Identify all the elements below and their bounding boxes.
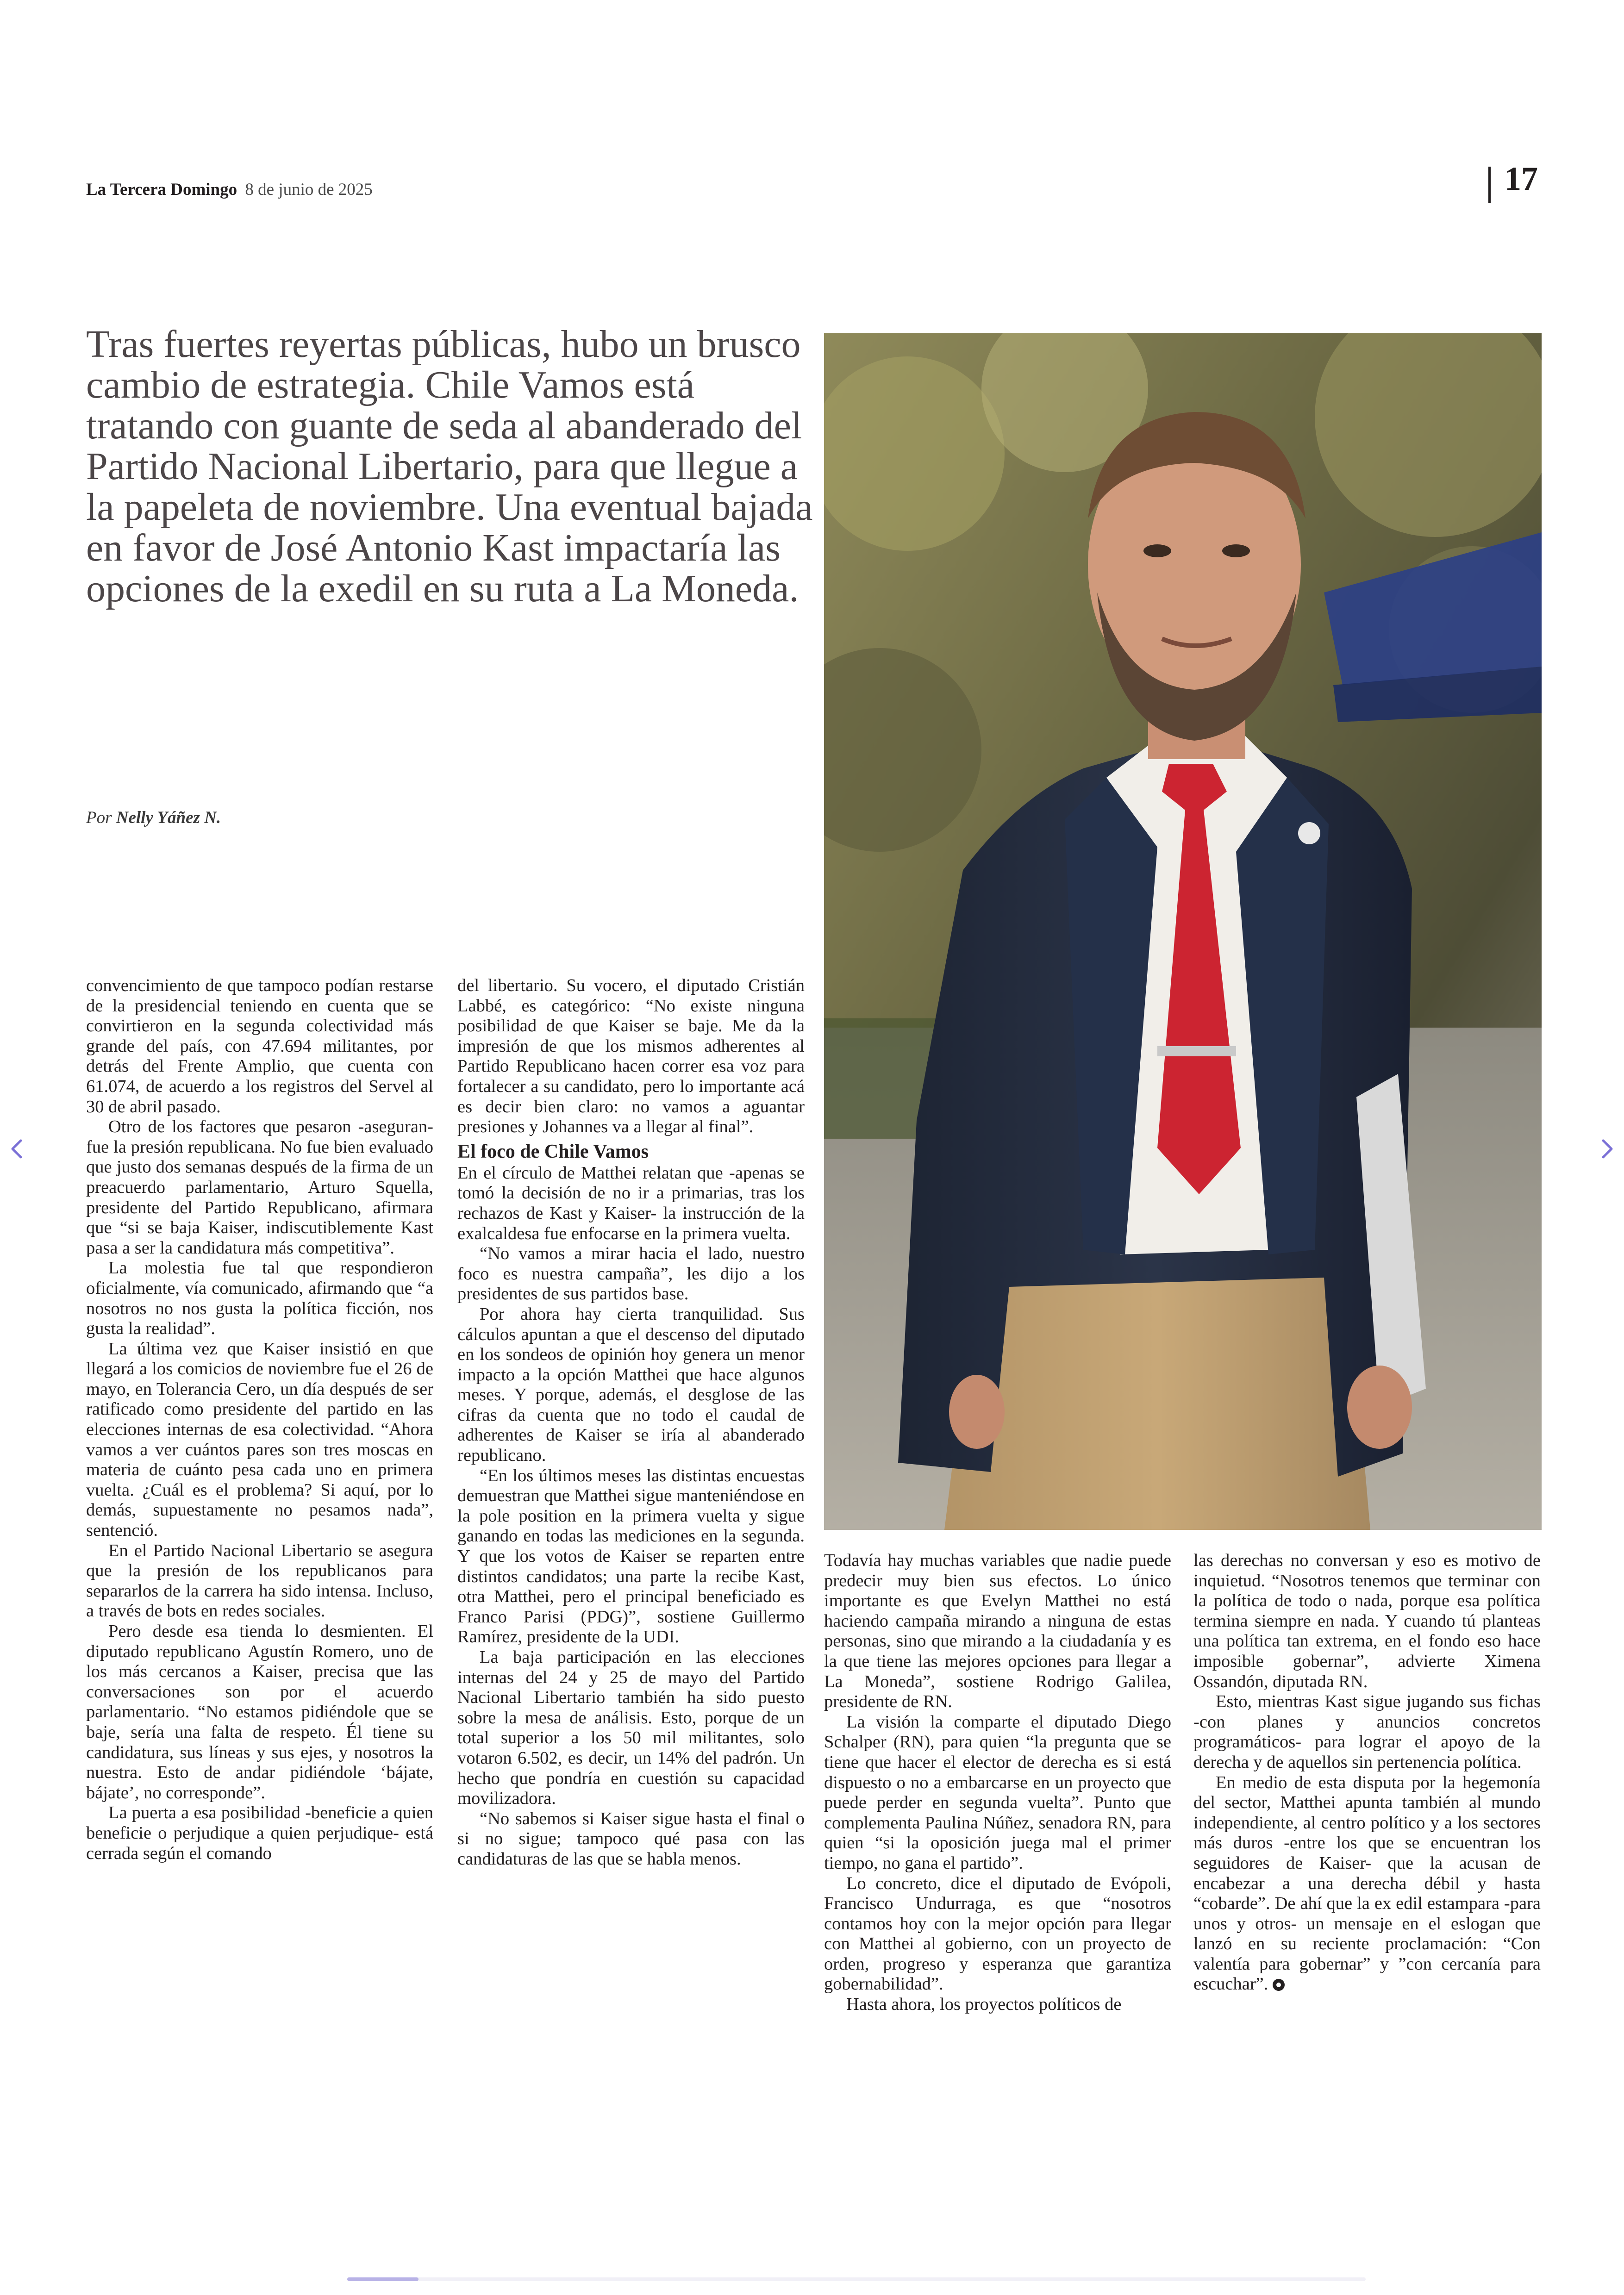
paragraph: La última vez que Kaiser insistió en que llegará a los comicios de noviembre fue el 26 de mayo, en Tolerancia Cero, un día después de ser ratificado como presidente del partido en las elecciones internas de esa colectividad. “Ahora vamos a ver cuántos pares son tres moscas en materia de cuánto pesa cada uno en primera vuelta. ¿Cuál es el problema? Si aquí, por lo demás, supuestamente no pesamos nada”, sentenció.: [86, 1339, 433, 1540]
paragraph: “No sabemos si Kaiser sigue hasta el final o si no sigue; tampoco qué pasa con las candidaturas de las que se habla menos.: [457, 1809, 805, 1869]
paragraph: convencimiento de que tampoco podían restarse de la presidencial teniendo en cuenta que se convirtieron en la segunda colectividad más grande del país, con 47.694 militantes, por detrás del Frente Amplio, que cuenta con 61.074, de acuerdo a los registros del Servel al 30 de abril pasado.: [86, 976, 433, 1116]
chevron-right-icon: [1599, 1138, 1615, 1160]
paragraph: Lo concreto, dice el diputado de Evópoli, Francisco Undurraga, es que “nosotros contamos hoy con la mejor opción para llegar con Matthei al gobierno, con un proyecto de orden, progreso y esperanza que garantiza gobernabilidad”.: [824, 1873, 1171, 1994]
paragraph: Pero desde esa tienda lo desmienten. El diputado republicano Agustín Romero, uno de los más cercanos a Kaiser, precisa que las conversaciones son por el acuerdo parlamentario. “No estamos pidiéndole que se baje, sería una falta de respeto. Él tiene su candidatura, sus líneas y sus ejes, y nosotros la nuestra. Esto de andar pidiéndole ‘bájate, bájate’, no corresponde”.: [86, 1621, 433, 1802]
body-column-4: [1193, 1551, 1541, 1995]
paragraph: Esto, mientras Kast sigue jugando sus fichas -con planes y anuncios concretos programáticos- para lograr el apoyo de la derecha y de aquellos sin pertenencia política.: [1193, 1692, 1541, 1772]
paragraph: La puerta a esa posibilidad -beneficie a quien beneficie o perjudique a quien perjudique- está cerrada según el comando: [86, 1803, 433, 1863]
publication-name: La Tercera Domingo: [86, 180, 237, 199]
paragraph: Por ahora hay cierta tranquilidad. Sus cálculos apuntan a que el descenso del diputado en los sondeos de opinión hoy genera un menor impacto a la opción Matthei que hace algunos meses. Y porque, además, el desglose de las cifras da cuenta que no todo el caudal de adherentes de Kaiser se iría al abanderado republicano.: [457, 1304, 805, 1466]
body-column-3: [824, 1551, 1171, 2015]
reading-progress-fill: [347, 2277, 418, 2281]
reading-progress-track[interactable]: [347, 2277, 1366, 2281]
paragraph: La molestia fue tal que respondieron oficialmente, vía comunicado, afirmando que “a nosotros no nos gusta la política ficción, nos gusta la realidad”.: [86, 1258, 433, 1339]
chevron-left-icon: [9, 1138, 25, 1160]
byline-prefix: Por: [86, 808, 112, 827]
article-deck: Tras fuertes reyertas públicas, hubo un brusco cambio de estrategia. Chile Vamos está tratando con guante de seda al abanderado del Partido Nacional Libertario, para que llegue a la papeleta de noviembre. Una eventual bajada en favor de José Antonio Kast impactaría las opciones de la exedil en su ruta a La Moneda.: [86, 323, 813, 610]
previous-page-button[interactable]: [3, 1135, 31, 1163]
paragraph: La visión la comparte el diputado Diego Schalper (RN), para quien “la pregunta que se tiene que hacer el elector de derecha es si está dispuesto o no a embarcarse en un proyecto que puede perder en segunda vuelta”. Punto que complementa Paulina Núñez, senadora RN, para quien “si la oposición juega mal el primer tiempo, no gana el partido”.: [824, 1712, 1171, 1873]
paragraph: En el Partido Nacional Libertario se asegura que la presión de los republicanos para separarlos de la carrera ha sido intensa. Incluso, a través de bots en redes sociales.: [86, 1540, 433, 1621]
subheading: El foco de Chile Vamos: [457, 1141, 649, 1162]
byline: [86, 808, 221, 828]
paragraph-text: En medio de esta disputa por la hegemonía del sector, Matthei apunta también al mundo independiente, al centro político y a los sectores más duros -entre los que se encuentran los seguidores de Kaiser- que la acusan de encabezar a una derecha débil y hasta “cobarde”. De ahí que la ex edil estampara -para unos y otros- un mensaje en el eslogan que lanzó en su reciente proclamación: “Con valentía para gobernar” y ”con cercanía para escuchar”.: [1193, 1772, 1541, 1994]
end-of-article-icon: [1273, 1979, 1285, 1991]
paragraph: “No vamos a mirar hacia el lado, nuestro foco es nuestra campaña”, les dijo a los presidentes de sus partidos base.: [457, 1244, 805, 1304]
byline-author: Nelly Yáñez N.: [116, 808, 221, 827]
paragraph: del libertario. Su vocero, el diputado Cristián Labbé, es categórico: “No existe ninguna posibilidad de que Kaiser se baje. Me da la impresión de que los mismos adherentes al Partido Republicano hacen correr esa voz para fortalecer a su candidato, pero lo importante acá es decir bien claro: no vamos a aguantar presiones y Johannes va a llegar al final”.: [457, 976, 805, 1137]
next-page-button[interactable]: [1593, 1135, 1621, 1163]
article-photo: [824, 333, 1542, 1530]
paragraph: Todavía hay muchas variables que nadie puede predecir muy bien sus efectos. Lo único importante es que Evelyn Matthei no está haciendo campaña mirando a ninguna de estas personas, sino que mirando a la ciudadanía y es la que tiene las mejores opciones para llegar a La Moneda”, sostiene Rodrigo Galilea, presidente de RN.: [824, 1551, 1171, 1712]
paragraph: La baja participación en las elecciones internas del 24 y 25 de mayo del Partido Nacional Libertario también ha sido puesto sobre la mesa de análisis. Esto, porque de un total superior a los 50 mil militantes, solo votaron 6.502, es decir, un 14% del padrón. Un hecho que pondría en cuestión su capacidad movilizadora.: [457, 1647, 805, 1809]
paragraph: “En los últimos meses las distintas encuestas demuestran que Matthei sigue manteniéndose en la pole position en la primera vuelta y sigue ganando en todas las mediciones en la segunda. Y que los votos de Kaiser se reparten entre distintos candidatos; una parte la recibe Kast, otra Matthei, pero el principal beneficiado es Franco Parisi (PDG)”, sostiene Guillermo Ramírez, presidente de la UDI.: [457, 1466, 805, 1647]
publication-header: [86, 180, 373, 200]
paragraph: Otro de los factores que pesaron -aseguran- fue la presión republicana. No fue bien evaluado que justo dos semanas después de la firma de un preacuerdo parlamentario, Arturo Squella, presidente del Partido Republicano, afirmara que “si se baja Kaiser, indiscutiblemente Kast pasa a ser la candidatura más competitiva”.: [86, 1117, 433, 1258]
paragraph: En el círculo de Matthei relatan que -apenas se tomó la decisión de no ir a primarias, tras los rechazos de Kast y Kaiser- la instrucción de la exalcaldesa fue enfocarse en la primera vuelta.: [457, 1163, 805, 1243]
page-number: 17: [1505, 160, 1538, 197]
page-number-rule: [1488, 167, 1491, 203]
paragraph: Hasta ahora, los proyectos políticos de: [846, 1995, 1122, 2014]
photo-illustration: [824, 333, 1542, 1530]
body-column-2: [457, 976, 805, 1870]
paragraph: las derechas no conversan y eso es motivo de inquietud. “Nosotros tenemos que terminar con la política de todo o nada, porque esa política termina siempre en nada. Y cuando tú planteas una política tan extrema, en el fondo eso hace imposible gobernar”, advierte Ximena Ossandón, diputada RN.: [1193, 1551, 1541, 1691]
body-column-1: [86, 976, 433, 1864]
paragraph: [1193, 1773, 1541, 1995]
publication-date: 8 de junio de 2025: [245, 180, 373, 199]
